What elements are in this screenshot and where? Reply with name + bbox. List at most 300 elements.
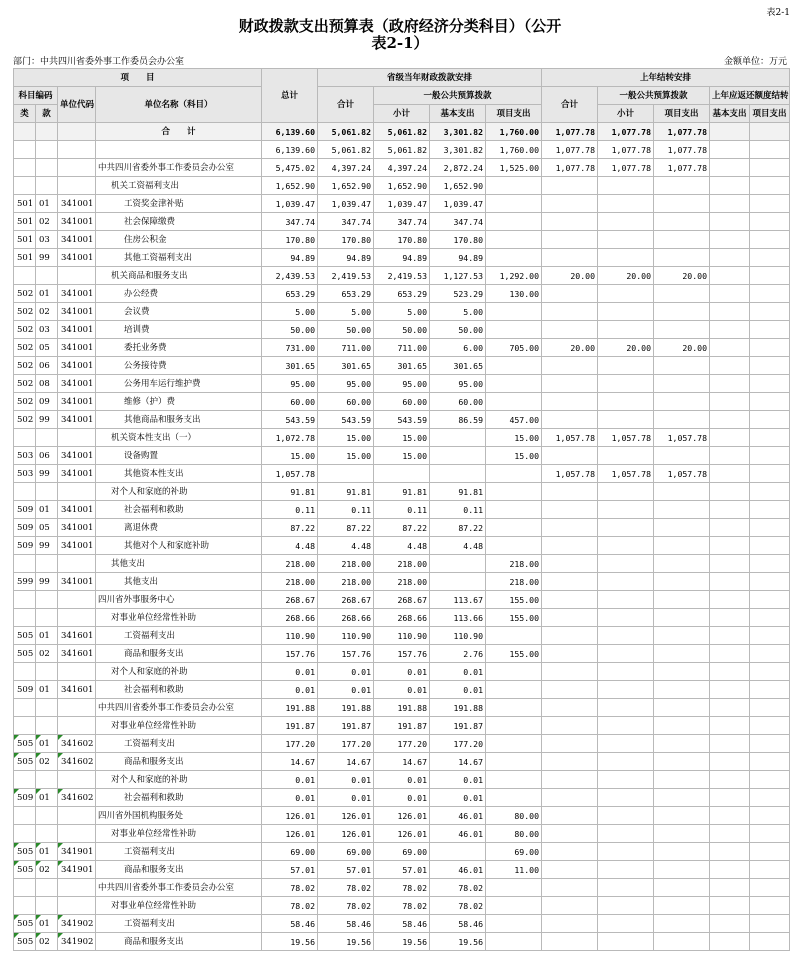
prev-xiaoji-cell	[598, 411, 654, 429]
table-row	[14, 645, 790, 663]
prev-project-cell	[654, 537, 710, 555]
refund-project-cell	[750, 861, 790, 879]
section-code-cell	[36, 429, 58, 447]
prev-project-cell	[654, 357, 710, 375]
total-cell: 95.00	[262, 375, 318, 393]
prev-project-cell	[654, 825, 710, 843]
class-code-cell	[14, 771, 36, 789]
refund-project-cell	[750, 267, 790, 285]
class-code-cell: 501	[14, 213, 36, 231]
header-prev-general: 一般公共预算拨款	[598, 87, 710, 105]
unit-code-cell	[58, 555, 96, 573]
current-project-cell	[486, 321, 542, 339]
prev-project-cell	[654, 879, 710, 897]
prev-subtotal-cell	[542, 753, 598, 771]
table-row	[14, 213, 790, 231]
prev-xiaoji-cell: 1,077.78	[598, 159, 654, 177]
refund-basic-cell	[710, 213, 750, 231]
unit-name-cell: 设备购置	[96, 447, 262, 465]
unit-name-cell: 商品和服务支出	[96, 753, 262, 771]
table-row	[14, 753, 790, 771]
refund-project-cell	[750, 213, 790, 231]
current-project-cell	[486, 519, 542, 537]
current-project-cell	[486, 465, 542, 483]
current-project-cell: 1,760.00	[486, 141, 542, 159]
current-project-cell: 80.00	[486, 825, 542, 843]
current-basic-cell: 1,652.90	[430, 177, 486, 195]
current-project-cell: 1,525.00	[486, 159, 542, 177]
current-xiaoji-cell: 2,419.53	[374, 267, 430, 285]
unit-code-cell: 341001	[58, 339, 96, 357]
current-basic-cell: 58.46	[430, 915, 486, 933]
header-refund-basic: 基本支出	[710, 105, 750, 123]
current-subtotal-cell: 0.01	[318, 789, 374, 807]
current-subtotal-cell	[318, 465, 374, 483]
refund-project-cell	[750, 375, 790, 393]
current-project-cell	[486, 303, 542, 321]
prev-subtotal-cell: 1,077.78	[542, 141, 598, 159]
prev-subtotal-cell	[542, 735, 598, 753]
refund-project-cell	[750, 159, 790, 177]
current-subtotal-cell: 0.01	[318, 681, 374, 699]
prev-project-cell	[654, 177, 710, 195]
current-xiaoji-cell: 0.01	[374, 681, 430, 699]
refund-project-cell	[750, 573, 790, 591]
unit-code-cell: 341001	[58, 393, 96, 411]
prev-project-cell: 1,077.78	[654, 141, 710, 159]
unit-name-cell	[96, 141, 262, 159]
section-code-cell	[36, 717, 58, 735]
unit-code-cell: 341901	[58, 861, 96, 879]
total-cell: 0.01	[262, 789, 318, 807]
refund-project-cell	[750, 141, 790, 159]
current-xiaoji-cell: 268.67	[374, 591, 430, 609]
prev-project-cell	[654, 213, 710, 231]
section-code-cell: 02	[36, 303, 58, 321]
total-cell: 126.01	[262, 825, 318, 843]
current-basic-cell: 4.48	[430, 537, 486, 555]
prev-xiaoji-cell	[598, 699, 654, 717]
unit-code-cell: 341001	[58, 519, 96, 537]
prev-subtotal-cell	[542, 411, 598, 429]
table-row	[14, 411, 790, 429]
total-cell: 58.46	[262, 915, 318, 933]
prev-project-cell: 1,057.78	[654, 429, 710, 447]
table-row	[14, 735, 790, 753]
header-class: 类	[14, 105, 36, 123]
current-xiaoji-cell: 218.00	[374, 555, 430, 573]
current-subtotal-cell: 110.90	[318, 627, 374, 645]
total-cell: 6,139.60	[262, 123, 318, 141]
prev-subtotal-cell	[542, 807, 598, 825]
refund-basic-cell	[710, 483, 750, 501]
table-row	[14, 357, 790, 375]
current-xiaoji-cell: 711.00	[374, 339, 430, 357]
prev-project-cell	[654, 573, 710, 591]
prev-xiaoji-cell	[598, 645, 654, 663]
current-project-cell	[486, 213, 542, 231]
current-project-cell	[486, 753, 542, 771]
current-basic-cell: 1,039.47	[430, 195, 486, 213]
unit-name-cell: 对个人和家庭的补助	[96, 483, 262, 501]
prev-project-cell	[654, 195, 710, 213]
prev-subtotal-cell	[542, 285, 598, 303]
class-code-cell: 505	[14, 735, 36, 753]
unit-code-cell: 341001	[58, 447, 96, 465]
header-section: 款	[36, 105, 58, 123]
current-project-cell: 155.00	[486, 591, 542, 609]
class-code-cell: 502	[14, 303, 36, 321]
unit-name-cell: 公务用车运行维护费	[96, 375, 262, 393]
prev-project-cell	[654, 375, 710, 393]
prev-xiaoji-cell	[598, 501, 654, 519]
current-xiaoji-cell: 170.80	[374, 231, 430, 249]
prev-project-cell	[654, 249, 710, 267]
prev-xiaoji-cell	[598, 321, 654, 339]
refund-basic-cell	[710, 555, 750, 573]
refund-basic-cell	[710, 231, 750, 249]
unit-code-cell: 341901	[58, 843, 96, 861]
budget-table	[13, 68, 790, 951]
section-code-cell: 02	[36, 213, 58, 231]
current-project-cell	[486, 501, 542, 519]
section-code-cell: 99	[36, 573, 58, 591]
prev-xiaoji-cell	[598, 375, 654, 393]
header-current-xiaoji: 小计	[374, 105, 430, 123]
current-subtotal-cell: 1,652.90	[318, 177, 374, 195]
prev-xiaoji-cell	[598, 357, 654, 375]
prev-subtotal-cell	[542, 933, 598, 951]
prev-xiaoji-cell	[598, 825, 654, 843]
section-code-cell	[36, 663, 58, 681]
total-cell: 6,139.60	[262, 141, 318, 159]
prev-xiaoji-cell	[598, 717, 654, 735]
current-basic-cell: 0.01	[430, 663, 486, 681]
unit-code-cell	[58, 159, 96, 177]
unit-code-cell: 341902	[58, 915, 96, 933]
class-code-cell: 505	[14, 753, 36, 771]
current-basic-cell	[430, 447, 486, 465]
total-cell: 0.01	[262, 771, 318, 789]
current-project-cell: 457.00	[486, 411, 542, 429]
refund-project-cell	[750, 465, 790, 483]
section-code-cell	[36, 609, 58, 627]
class-code-cell: 501	[14, 195, 36, 213]
refund-project-cell	[750, 789, 790, 807]
table-row	[14, 447, 790, 465]
prev-subtotal-cell	[542, 303, 598, 321]
unit-code-cell	[58, 897, 96, 915]
prev-xiaoji-cell	[598, 483, 654, 501]
section-code-cell: 05	[36, 339, 58, 357]
unit-name-cell: 商品和服务支出	[96, 933, 262, 951]
current-xiaoji-cell: 15.00	[374, 447, 430, 465]
class-code-cell: 503	[14, 465, 36, 483]
current-project-cell: 218.00	[486, 573, 542, 591]
current-basic-cell: 191.88	[430, 699, 486, 717]
unit-code-cell: 341001	[58, 501, 96, 519]
total-cell: 57.01	[262, 861, 318, 879]
refund-basic-cell	[710, 591, 750, 609]
total-cell: 1,039.47	[262, 195, 318, 213]
prev-subtotal-cell	[542, 231, 598, 249]
class-code-cell	[14, 177, 36, 195]
class-code-cell: 502	[14, 411, 36, 429]
unit-code-cell: 341902	[58, 933, 96, 951]
refund-project-cell	[750, 321, 790, 339]
refund-project-cell	[750, 843, 790, 861]
refund-project-cell	[750, 501, 790, 519]
current-xiaoji-cell: 19.56	[374, 933, 430, 951]
section-code-cell: 99	[36, 249, 58, 267]
total-cell: 110.90	[262, 627, 318, 645]
table-row	[14, 861, 790, 879]
current-project-cell	[486, 897, 542, 915]
refund-project-cell	[750, 339, 790, 357]
refund-basic-cell	[710, 357, 750, 375]
class-code-cell: 505	[14, 915, 36, 933]
refund-project-cell	[750, 591, 790, 609]
current-basic-cell: 60.00	[430, 393, 486, 411]
table-row	[14, 771, 790, 789]
prev-subtotal-cell	[542, 879, 598, 897]
class-code-cell	[14, 663, 36, 681]
total-cell: 653.29	[262, 285, 318, 303]
section-code-cell: 01	[36, 285, 58, 303]
current-project-cell	[486, 249, 542, 267]
prev-project-cell: 1,077.78	[654, 123, 710, 141]
unit-name-cell: 中共四川省委外事工作委员会办公室	[96, 879, 262, 897]
unit-code-cell	[58, 267, 96, 285]
prev-project-cell	[654, 753, 710, 771]
class-code-cell	[14, 717, 36, 735]
header-unit-code: 单位代码	[58, 87, 96, 123]
section-code-cell: 01	[36, 501, 58, 519]
prev-subtotal-cell	[542, 177, 598, 195]
current-project-cell: 11.00	[486, 861, 542, 879]
section-code-cell: 01	[36, 195, 58, 213]
unit-name-cell: 其他支出	[96, 555, 262, 573]
refund-basic-cell	[710, 933, 750, 951]
prev-project-cell	[654, 627, 710, 645]
table-row	[14, 699, 790, 717]
section-code-cell: 01	[36, 843, 58, 861]
prev-xiaoji-cell	[598, 807, 654, 825]
section-code-cell: 05	[36, 519, 58, 537]
section-code-cell	[36, 483, 58, 501]
unit-code-cell: 341601	[58, 681, 96, 699]
class-code-cell	[14, 879, 36, 897]
unit-code-cell: 341001	[58, 573, 96, 591]
unit-code-cell: 341001	[58, 321, 96, 339]
title-line-1: 财政拨款支出预算表（政府经济分类科目）（公开	[238, 17, 562, 35]
section-code-cell	[36, 591, 58, 609]
refund-basic-cell	[710, 393, 750, 411]
current-subtotal-cell: 653.29	[318, 285, 374, 303]
current-project-cell: 1,760.00	[486, 123, 542, 141]
current-subtotal-cell: 157.76	[318, 645, 374, 663]
unit-code-cell: 341001	[58, 231, 96, 249]
prev-subtotal-cell	[542, 375, 598, 393]
current-xiaoji-cell: 5,061.82	[374, 141, 430, 159]
current-basic-cell: 113.67	[430, 591, 486, 609]
prev-project-cell	[654, 411, 710, 429]
unit-code-cell	[58, 177, 96, 195]
unit-name-cell: 社会福利和救助	[96, 681, 262, 699]
unit-name-cell: 对事业单位经常性补助	[96, 717, 262, 735]
table-row	[14, 321, 790, 339]
class-code-cell: 509	[14, 789, 36, 807]
prev-xiaoji-cell	[598, 663, 654, 681]
prev-xiaoji-cell	[598, 753, 654, 771]
table-meta	[13, 54, 787, 68]
unit-code-cell	[58, 879, 96, 897]
current-xiaoji-cell	[374, 465, 430, 483]
refund-project-cell	[750, 447, 790, 465]
refund-project-cell	[750, 807, 790, 825]
table-row	[14, 195, 790, 213]
prev-xiaoji-cell	[598, 537, 654, 555]
class-code-cell: 501	[14, 249, 36, 267]
unit-code-cell: 341601	[58, 627, 96, 645]
total-cell: 0.11	[262, 501, 318, 519]
refund-basic-cell	[710, 771, 750, 789]
refund-project-cell	[750, 303, 790, 321]
prev-xiaoji-cell	[598, 285, 654, 303]
unit-code-cell: 341001	[58, 537, 96, 555]
prev-project-cell	[654, 231, 710, 249]
prev-project-cell	[654, 321, 710, 339]
prev-xiaoji-cell	[598, 609, 654, 627]
current-subtotal-cell: 4.48	[318, 537, 374, 555]
table-row	[14, 177, 790, 195]
current-xiaoji-cell: 14.67	[374, 753, 430, 771]
unit-code-cell: 341001	[58, 249, 96, 267]
current-xiaoji-cell: 1,039.47	[374, 195, 430, 213]
refund-project-cell	[750, 879, 790, 897]
current-project-cell	[486, 717, 542, 735]
refund-basic-cell	[710, 447, 750, 465]
refund-project-cell	[750, 825, 790, 843]
refund-basic-cell	[710, 501, 750, 519]
class-code-cell	[14, 483, 36, 501]
current-subtotal-cell: 15.00	[318, 429, 374, 447]
current-basic-cell: 14.67	[430, 753, 486, 771]
prev-project-cell	[654, 789, 710, 807]
prev-project-cell: 1,057.78	[654, 465, 710, 483]
refund-project-cell	[750, 519, 790, 537]
total-cell: 218.00	[262, 573, 318, 591]
current-subtotal-cell: 711.00	[318, 339, 374, 357]
unit-name-cell: 办公经费	[96, 285, 262, 303]
prev-subtotal-cell	[542, 537, 598, 555]
prev-xiaoji-cell	[598, 627, 654, 645]
unit-name-cell: 培训费	[96, 321, 262, 339]
total-cell: 19.56	[262, 933, 318, 951]
current-subtotal-cell: 60.00	[318, 393, 374, 411]
table-row	[14, 303, 790, 321]
prev-xiaoji-cell	[598, 591, 654, 609]
header-prev-subtotal: 合计	[542, 87, 598, 123]
refund-project-cell	[750, 771, 790, 789]
class-code-cell: 505	[14, 861, 36, 879]
section-code-cell: 01	[36, 789, 58, 807]
current-basic-cell: 46.01	[430, 825, 486, 843]
prev-project-cell	[654, 501, 710, 519]
header-prev-xiaoji: 小计	[598, 105, 654, 123]
unit-name-cell: 社会福利和救助	[96, 789, 262, 807]
table-row	[14, 501, 790, 519]
unit-name-cell: 工资福利支出	[96, 627, 262, 645]
unit-code-cell: 341001	[58, 303, 96, 321]
total-cell: 50.00	[262, 321, 318, 339]
class-code-cell	[14, 159, 36, 177]
refund-project-cell	[750, 663, 790, 681]
table-row	[14, 627, 790, 645]
header-current-general: 一般公共预算拨款	[374, 87, 542, 105]
current-xiaoji-cell: 191.87	[374, 717, 430, 735]
total-cell: 14.67	[262, 753, 318, 771]
section-code-cell	[36, 825, 58, 843]
prev-subtotal-cell	[542, 645, 598, 663]
prev-project-cell	[654, 699, 710, 717]
current-xiaoji-cell: 87.22	[374, 519, 430, 537]
total-cell: 177.20	[262, 735, 318, 753]
prev-subtotal-cell	[542, 555, 598, 573]
current-basic-cell: 523.29	[430, 285, 486, 303]
current-project-cell: 15.00	[486, 429, 542, 447]
current-subtotal-cell: 5.00	[318, 303, 374, 321]
table-row	[14, 249, 790, 267]
total-row	[14, 123, 790, 141]
prev-xiaoji-cell	[598, 213, 654, 231]
total-cell: 191.88	[262, 699, 318, 717]
current-xiaoji-cell: 126.01	[374, 825, 430, 843]
current-basic-cell: 3,301.82	[430, 141, 486, 159]
current-xiaoji-cell: 69.00	[374, 843, 430, 861]
refund-project-cell	[750, 231, 790, 249]
refund-project-cell	[750, 717, 790, 735]
prev-project-cell	[654, 303, 710, 321]
unit-code-cell	[58, 609, 96, 627]
total-cell: 0.01	[262, 681, 318, 699]
refund-project-cell	[750, 645, 790, 663]
current-basic-cell: 0.01	[430, 771, 486, 789]
section-code-cell	[36, 267, 58, 285]
prev-project-cell: 20.00	[654, 339, 710, 357]
class-code-cell	[14, 807, 36, 825]
unit-code-cell	[58, 483, 96, 501]
current-xiaoji-cell: 78.02	[374, 879, 430, 897]
current-project-cell	[486, 879, 542, 897]
unit-name-cell: 对个人和家庭的补助	[96, 663, 262, 681]
prev-xiaoji-cell	[598, 303, 654, 321]
current-project-cell	[486, 231, 542, 249]
current-subtotal-cell: 58.46	[318, 915, 374, 933]
current-basic-cell: 46.01	[430, 807, 486, 825]
refund-basic-cell	[710, 321, 750, 339]
total-cell: 2,439.53	[262, 267, 318, 285]
table-row	[14, 879, 790, 897]
table-row	[14, 483, 790, 501]
current-subtotal-cell: 0.01	[318, 771, 374, 789]
section-code-cell: 01	[36, 627, 58, 645]
class-code-cell: 599	[14, 573, 36, 591]
unit-name-cell: 工资福利支出	[96, 735, 262, 753]
prev-xiaoji-cell: 1,057.78	[598, 429, 654, 447]
unit-code-cell	[58, 717, 96, 735]
current-project-cell	[486, 483, 542, 501]
